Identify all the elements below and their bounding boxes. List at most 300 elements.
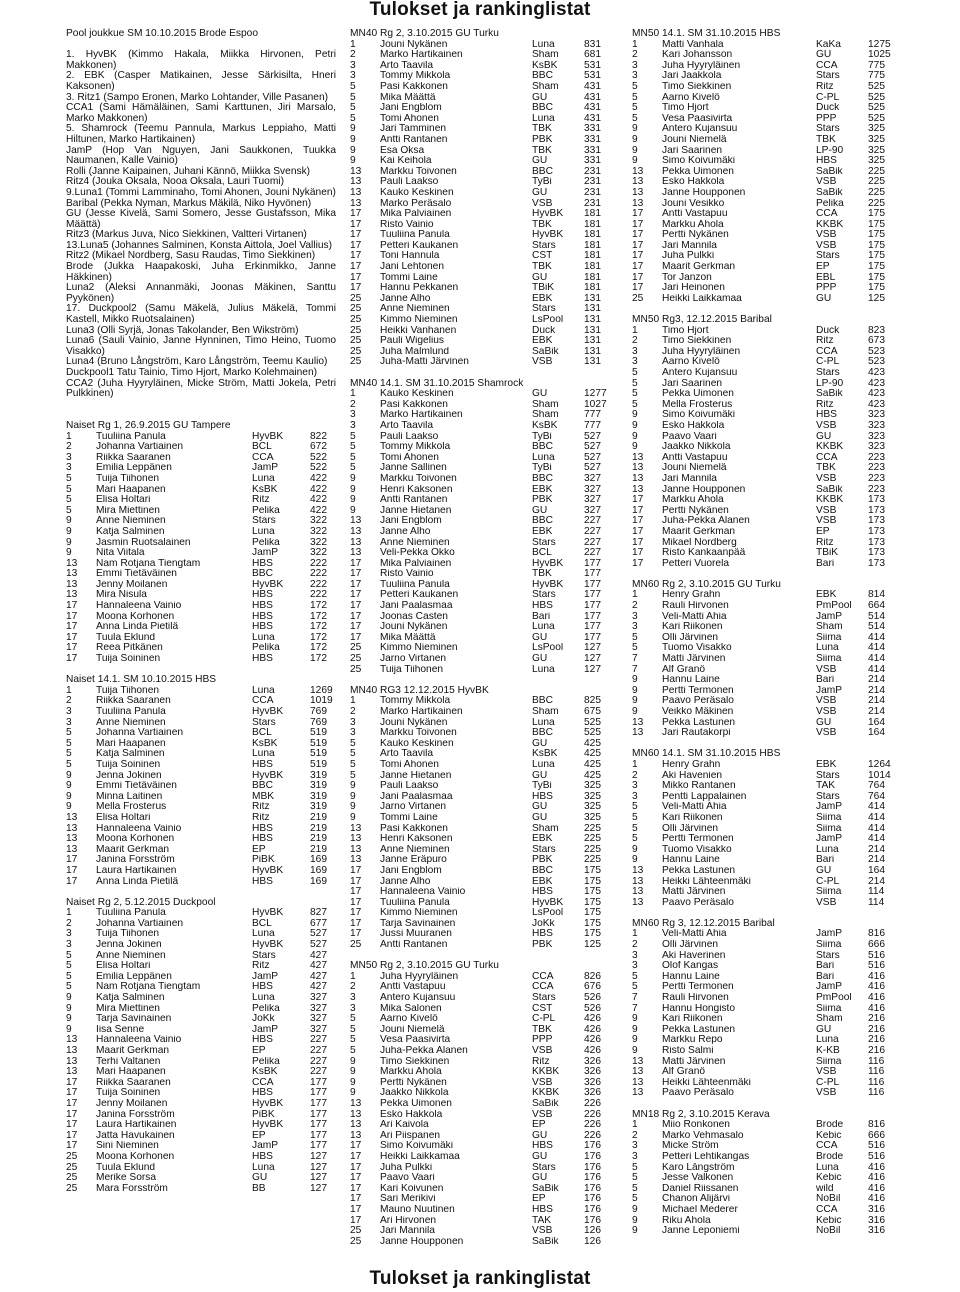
player-name: Jenny Moilanen	[96, 579, 168, 590]
club: Ritz	[816, 537, 834, 548]
rank: 25	[350, 940, 362, 951]
table-row	[632, 135, 894, 146]
rank: 5	[350, 81, 356, 92]
player-name: Pertti Termonen	[662, 685, 734, 696]
table-row	[350, 304, 608, 315]
rank: 9	[632, 1215, 638, 1226]
table-row	[632, 866, 894, 877]
points: 175	[868, 272, 885, 283]
player-name: Jari Saarinen	[662, 145, 723, 156]
points: 319	[310, 802, 327, 813]
table-row	[632, 230, 894, 241]
table-row	[632, 283, 894, 294]
player-name: Petteri Kaukanen	[380, 590, 459, 601]
table-row	[66, 1014, 336, 1025]
rank: 5	[66, 728, 72, 739]
points: 127	[584, 643, 601, 654]
rank: 5	[632, 643, 638, 654]
points: 181	[584, 262, 601, 273]
points: 823	[868, 325, 885, 336]
club: Pelika	[252, 1003, 280, 1014]
player-name: Janne Sallinen	[380, 463, 447, 474]
results-table	[632, 315, 894, 569]
rank: 2	[632, 336, 638, 347]
player-name: Maarit Gerkman	[96, 844, 170, 855]
points: 325	[868, 145, 885, 156]
table-row	[350, 336, 608, 347]
points: 127	[584, 664, 601, 675]
points: 214	[868, 707, 885, 717]
club: GU	[532, 187, 548, 198]
results-table	[66, 898, 336, 1195]
table-row	[350, 1046, 608, 1057]
column-3	[632, 29, 894, 1237]
player-name: Risto Vainio	[380, 219, 434, 230]
points: 531	[584, 71, 601, 82]
rank: 17	[350, 219, 362, 230]
club: Stars	[816, 791, 840, 802]
player-name: Tuija Soininen	[96, 1088, 161, 1099]
points: 127	[584, 654, 601, 665]
player-name: Esko Hakkola	[662, 420, 725, 431]
table-row	[632, 771, 894, 782]
club: GU	[532, 1173, 548, 1184]
points: 519	[310, 738, 327, 749]
points: 175	[584, 876, 601, 887]
player-name: Kauko Keskinen	[380, 187, 454, 198]
player-name: Pekka Uimonen	[380, 1098, 452, 1109]
club: CCA	[816, 209, 838, 220]
rank: 5	[66, 749, 72, 760]
player-name: Emilia Leppänen	[96, 463, 172, 474]
points: 222	[310, 590, 327, 601]
points: 522	[310, 463, 327, 474]
club: Ritz	[816, 399, 834, 410]
points: 514	[868, 622, 885, 633]
rank: 5	[350, 738, 356, 749]
player-name: Kauko Keskinen	[380, 738, 454, 749]
club: TBK	[532, 219, 552, 230]
table-row	[350, 40, 608, 51]
table-row	[66, 495, 336, 506]
player-name: Tuija Tiihonen	[96, 473, 160, 484]
club: Bari	[816, 558, 835, 569]
player-name: Pasi Kakkonen	[380, 399, 448, 410]
club: TBK	[532, 262, 552, 273]
points: 219	[310, 844, 327, 855]
player-name: Vesa Paasivirta	[662, 113, 733, 124]
points: 527	[584, 463, 601, 474]
points: 516	[868, 1151, 885, 1162]
rank: 13	[66, 569, 78, 580]
rank: 1	[350, 389, 356, 400]
points: 226	[584, 1098, 601, 1109]
table-row	[66, 760, 336, 771]
table-row	[66, 1025, 336, 1036]
rank: 3	[66, 452, 72, 463]
points: 327	[584, 505, 601, 516]
rank: 9	[632, 1226, 638, 1237]
rank: 5	[632, 1183, 638, 1194]
rank: 5	[632, 81, 638, 92]
player-name: Elisa Holtari	[96, 495, 151, 506]
club: HBS	[252, 823, 273, 834]
results-table	[632, 749, 894, 908]
club: CCA	[816, 1141, 838, 1152]
club: BBC	[252, 569, 273, 580]
player-name: Jani Engblom	[380, 865, 442, 876]
player-name: Markku Ahola	[662, 219, 724, 230]
club: VSB	[816, 897, 837, 908]
points: 219	[310, 812, 327, 823]
club: Stars	[816, 71, 840, 82]
player-name: Paavo Peräsalo	[662, 696, 734, 707]
table-row	[350, 347, 608, 358]
points: 131	[584, 336, 601, 347]
table-row	[350, 506, 608, 517]
rank: 25	[350, 1236, 362, 1247]
points: 816	[868, 929, 885, 940]
player-name: Janina Forsström	[96, 855, 175, 866]
club: JamP	[816, 802, 843, 813]
points: 116	[868, 1056, 885, 1067]
rank: 25	[66, 1183, 78, 1194]
points: 226	[584, 1130, 601, 1141]
points: 173	[868, 558, 885, 569]
points: 181	[584, 283, 601, 294]
points: 227	[310, 1046, 327, 1056]
rank: 9	[632, 696, 638, 707]
points: 416	[868, 1183, 885, 1194]
points: 1014	[868, 770, 891, 781]
table-row	[632, 665, 894, 676]
table-row	[66, 1131, 336, 1142]
table-row	[350, 1205, 608, 1216]
club: HyvBK	[252, 940, 284, 951]
table-row	[632, 654, 894, 665]
table-row	[632, 643, 894, 654]
player-name: Antero Kujansuu	[662, 124, 738, 135]
table-row	[350, 442, 608, 453]
points: 225	[584, 855, 601, 866]
rank: 5	[632, 1173, 638, 1184]
player-name: Johanna Vartiainen	[96, 728, 184, 739]
player-name: Anna Linda Pietilä	[96, 876, 179, 887]
rank: 25	[66, 1173, 78, 1184]
club: GU	[532, 654, 548, 665]
rank: 17	[66, 1109, 78, 1120]
club: EP	[532, 1194, 546, 1205]
club: PBK	[532, 495, 553, 506]
table-row	[350, 993, 608, 1004]
player-name: Mika Palviainen	[380, 209, 452, 220]
points: 322	[310, 548, 327, 559]
club: GU	[816, 865, 832, 876]
player-name: Henry Grahn	[662, 759, 721, 770]
column-2	[350, 29, 608, 1247]
points: 327	[310, 1014, 327, 1025]
club: BCL	[252, 442, 272, 453]
club: VSB	[816, 420, 837, 431]
player-name: Olli Järvinen	[662, 940, 719, 951]
points: 114	[868, 887, 885, 898]
rank: 13	[632, 897, 644, 908]
points: 427	[310, 971, 327, 982]
player-name: Moona Korhonen	[96, 611, 175, 622]
club: TyBi	[532, 463, 552, 474]
rank: 17	[350, 590, 362, 601]
rank: 17	[632, 548, 644, 559]
player-name: Paavo Vaari	[662, 431, 717, 442]
player-name: Johanna Vartiainen	[96, 918, 184, 929]
rank: 9	[66, 1003, 72, 1014]
table-row	[632, 696, 894, 707]
table-row	[350, 326, 608, 337]
rank: 17	[350, 929, 362, 940]
club: Sham	[532, 823, 559, 834]
player-name: Anne Nieminen	[380, 844, 450, 855]
club: GU	[816, 50, 832, 61]
points: 525	[584, 728, 601, 739]
club: HBS	[252, 654, 273, 665]
points: 131	[584, 357, 601, 368]
player-name: Henri Kaksonen	[380, 484, 453, 495]
club: CST	[532, 251, 553, 262]
club: SaBik	[816, 389, 843, 400]
rank: 1	[632, 929, 638, 940]
rank: 25	[350, 357, 362, 368]
table-row	[66, 792, 336, 803]
table-row	[350, 1131, 608, 1142]
club: KsBK	[532, 749, 558, 760]
rank: 5	[632, 823, 638, 834]
rank: 9	[350, 156, 356, 167]
points: 514	[868, 611, 885, 622]
player-name: Jani Paalasmaa	[380, 601, 453, 612]
points: 676	[584, 982, 601, 993]
points: 822	[310, 431, 327, 442]
table-row	[632, 961, 894, 972]
rank: 9	[350, 495, 356, 506]
rank: 9	[632, 1046, 638, 1056]
points: 227	[584, 548, 601, 559]
player-name: Jussi Muuranen	[380, 929, 452, 940]
player-name: Mira Miettinen	[96, 505, 160, 516]
player-name: Kimmo Nieminen	[380, 643, 458, 654]
player-name: Mika Määttä	[380, 92, 436, 103]
player-name: Arto Taavila	[380, 60, 434, 71]
table-row	[66, 993, 336, 1004]
rank: 5	[66, 982, 72, 993]
table-row	[66, 432, 336, 443]
rank: 1	[66, 685, 72, 696]
table-row	[350, 1099, 608, 1110]
player-name: Markku Toivonen	[380, 728, 457, 739]
points: 427	[310, 950, 327, 961]
rank: 5	[66, 738, 72, 749]
rank: 25	[632, 293, 644, 304]
player-name: Jouni Niemelä	[662, 134, 727, 145]
points: 172	[310, 611, 327, 622]
club: KKBK	[532, 1088, 560, 1099]
table-row	[632, 167, 894, 178]
points: 127	[310, 1162, 327, 1173]
club: VSB	[532, 1109, 553, 1120]
points: 231	[584, 198, 601, 209]
player-name: Emilia Leppänen	[96, 971, 172, 982]
player-name: Aki Havenien	[662, 770, 723, 781]
table-row	[632, 1131, 894, 1142]
points: 177	[584, 622, 601, 633]
club: EP	[252, 844, 266, 855]
table-row	[632, 463, 894, 474]
table-row	[632, 474, 894, 485]
rank: 9	[66, 1014, 72, 1025]
club: GU	[816, 1024, 832, 1035]
points: 175	[584, 918, 601, 929]
table-row	[632, 251, 894, 262]
table-row	[350, 824, 608, 835]
points: 1025	[868, 50, 891, 61]
player-name: Minna Laitinen	[96, 791, 163, 802]
table-row	[350, 559, 608, 570]
table-row	[350, 103, 608, 114]
points: 175	[868, 262, 885, 273]
table-row	[632, 898, 894, 909]
club: Duck	[816, 103, 840, 114]
points: 231	[584, 166, 601, 177]
player-name: Timo Siekkinen	[380, 1056, 450, 1067]
table-row	[632, 1205, 894, 1216]
points: 173	[868, 516, 885, 527]
table-row	[632, 781, 894, 792]
player-name: Hannu Pekkanen	[380, 283, 459, 294]
player-name: Juha-Pekka Alanen	[662, 516, 750, 527]
points: 227	[584, 526, 601, 537]
player-name: Matti Järvinen	[662, 654, 726, 665]
club: Kebic	[816, 1173, 842, 1184]
rank: 25	[350, 643, 362, 654]
table-row	[66, 580, 336, 591]
table-row	[350, 781, 608, 792]
club: K-KB	[816, 1046, 840, 1056]
club: GU	[532, 272, 548, 283]
player-name: Kari Riikonen	[662, 812, 723, 823]
page-banner-top: Tulokset ja rankinglistat	[369, 0, 591, 20]
rank: 13	[350, 834, 362, 845]
table-row	[66, 601, 336, 612]
rank: 9	[66, 548, 72, 559]
player-name: Anne Nieminen	[380, 537, 450, 548]
rank: 5	[350, 1014, 356, 1025]
player-name: Tommi Laine	[380, 812, 438, 823]
club: VSB	[532, 1077, 553, 1088]
player-name: Antero Kujansuu	[662, 368, 738, 378]
club: VSB	[816, 177, 837, 188]
club: Duck	[816, 325, 840, 336]
points: 414	[868, 802, 885, 813]
rank: 17	[66, 643, 78, 654]
club: EBK	[816, 759, 837, 770]
club: Siima	[816, 823, 842, 834]
club: Luna	[532, 622, 555, 633]
points: 422	[310, 505, 327, 516]
points: 316	[868, 1215, 885, 1226]
rank: 17	[66, 1098, 78, 1109]
table-row	[350, 135, 608, 146]
points: 672	[310, 442, 327, 453]
points: 175	[868, 209, 885, 220]
club: CCA	[816, 1204, 838, 1215]
table-row	[350, 940, 608, 951]
club: GU	[532, 738, 548, 749]
rank: 9	[632, 844, 638, 855]
table-row	[66, 1163, 336, 1174]
table-row	[66, 728, 336, 739]
rank: 17	[350, 283, 362, 294]
table-row	[632, 93, 894, 104]
points: 326	[584, 1067, 601, 1078]
points: 172	[310, 654, 327, 665]
table-row	[350, 463, 608, 474]
rank: 13	[632, 865, 644, 876]
points: 177	[584, 579, 601, 590]
points: 227	[310, 1035, 327, 1046]
rank: 5	[632, 802, 638, 813]
rank: 5	[632, 1194, 638, 1205]
points: 326	[584, 1077, 601, 1088]
table-row	[350, 665, 608, 676]
club: GU	[816, 293, 832, 304]
table-row	[632, 71, 894, 82]
club: LP-90	[816, 145, 844, 156]
table-row	[632, 675, 894, 686]
table-row	[350, 432, 608, 443]
rank: 25	[350, 315, 362, 326]
table-row	[632, 601, 894, 612]
points: 327	[584, 495, 601, 506]
rank: 9	[350, 124, 356, 135]
player-name: Maarit Gerkman	[662, 526, 736, 537]
player-name: Jasmin Ruotsalainen	[96, 537, 191, 548]
points: 416	[868, 1194, 885, 1205]
table-row	[350, 739, 608, 750]
table-row	[350, 929, 608, 940]
club: TyBi	[532, 177, 552, 188]
points: 525	[868, 113, 885, 124]
team-result: 9.Luna1 (Tommi Lamminaho, Tomi Ahonen, Jouni Nykänen)	[66, 186, 336, 198]
table-row	[350, 1088, 608, 1099]
player-name: Pauli Wigelius	[380, 336, 444, 347]
player-name: Pauli Laakso	[380, 177, 439, 188]
rank: 1	[632, 590, 638, 601]
table-row	[632, 929, 894, 940]
club: VSB	[816, 664, 837, 675]
rank: 9	[632, 124, 638, 135]
rank: 9	[66, 770, 72, 781]
player-name: Juha Pulkki	[662, 251, 715, 262]
player-name: Tarja Savinainen	[380, 918, 456, 929]
rank: 7	[632, 664, 638, 675]
player-name: Jaakko Nikkola	[662, 442, 731, 453]
rank: 9	[66, 526, 72, 537]
table-title: MN50 Rg3, 12.12.2015 Baribal	[632, 314, 772, 326]
rank: 1	[632, 39, 638, 50]
rank: 13	[632, 717, 644, 728]
player-name: Mikko Rantanen	[662, 781, 736, 792]
table-row	[350, 728, 608, 739]
rank: 17	[66, 876, 78, 887]
